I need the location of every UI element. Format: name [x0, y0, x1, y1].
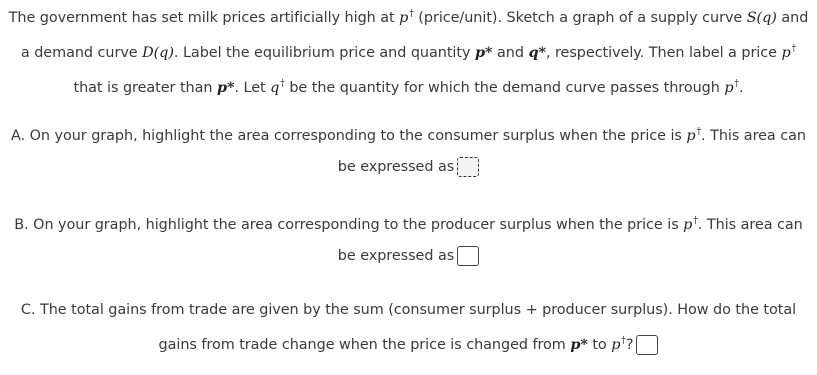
part-b-text: . This area can: [697, 217, 803, 233]
equilibrium-price-symbol: p*: [570, 336, 588, 353]
price-p-dagger: p†: [399, 9, 414, 26]
supply-curve-symbol: S(q): [746, 10, 777, 26]
equilibrium-price-symbol: p*: [216, 79, 235, 96]
part-c-text: to: [587, 337, 612, 353]
intro-text: The government has set milk prices artificially high at: [8, 10, 400, 26]
intro-line-3: [0, 69, 817, 104]
part-b-text: be expressed as: [337, 248, 455, 264]
part-b-text: B. On your graph, highlight the area corresponding to the producer surplus when the price is: [14, 217, 684, 233]
intro-text: (price/unit). Sketch a graph of a supply curve: [413, 10, 747, 26]
intro-text: . Let: [234, 80, 271, 96]
part-c-text: ?: [625, 337, 634, 353]
part-c: [0, 295, 817, 361]
part-a-text: . This area can: [701, 128, 806, 144]
part-b: [0, 206, 817, 272]
price-p-dagger: p†: [781, 44, 797, 61]
intro-line-2: [0, 34, 817, 69]
quantity-q-dagger: q†: [270, 79, 285, 96]
part-a-text: be expressed as: [337, 159, 455, 175]
part-c-line-1: [0, 295, 817, 326]
consumer-surplus-answer-input[interactable]: [457, 157, 479, 177]
intro-text: a demand curve: [20, 45, 143, 61]
intro-text: , respectively. Then label a price: [545, 45, 782, 61]
equilibrium-price-symbol: p*: [474, 44, 493, 61]
intro-text: that is greater than: [73, 80, 217, 96]
part-b-line-1: [0, 206, 817, 241]
part-a-line-2: [0, 152, 817, 183]
intro-text: and: [492, 45, 529, 61]
part-a-text: A. On your graph, highlight the area corresponding to the consumer surplus when the price is: [11, 128, 687, 144]
intro-line-1: [0, 0, 817, 34]
gains-from-trade-answer-input[interactable]: [636, 335, 658, 355]
intro-text: .: [738, 80, 744, 96]
equilibrium-quantity-symbol: q*: [528, 44, 546, 61]
demand-curve-symbol: D(q): [142, 45, 174, 61]
part-b-line-2: [0, 241, 817, 272]
producer-surplus-answer-input[interactable]: [457, 246, 479, 266]
price-p-dagger: p†: [611, 336, 626, 353]
part-a: [0, 117, 817, 183]
intro-paragraph: [0, 0, 817, 104]
part-a-line-1: [0, 117, 817, 152]
price-p-dagger: p†: [683, 216, 698, 233]
part-c-text: C. The total gains from trade are given by the sum (consumer surplus + producer surplus). How do the total: [20, 302, 797, 318]
part-c-text: gains from trade change when the price is changed from: [158, 337, 571, 353]
intro-text: . Label the equilibrium price and quantity: [173, 45, 475, 61]
price-p-dagger: p†: [686, 127, 702, 144]
price-p-dagger: p†: [724, 79, 739, 96]
part-c-line-2: [0, 326, 817, 361]
intro-text: be the quantity for which the demand curve passes through: [284, 80, 725, 96]
intro-text: and: [776, 10, 809, 26]
